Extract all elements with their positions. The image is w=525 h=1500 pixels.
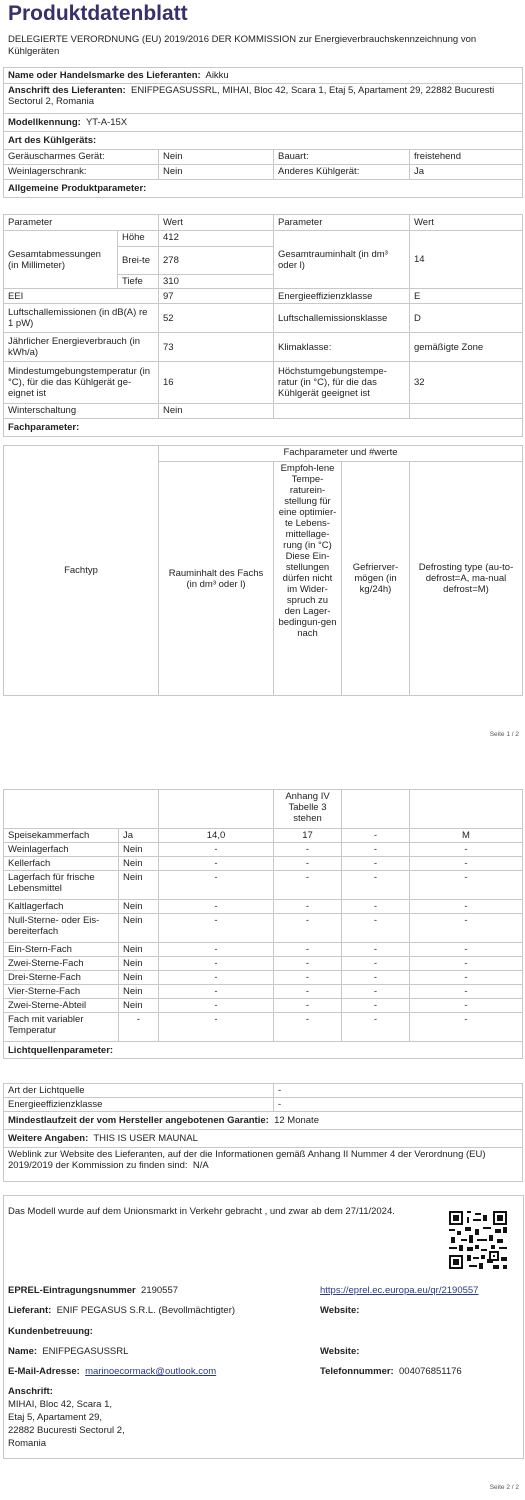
table-row [4, 943, 523, 957]
compartment-name: Vier-Sterne-Fach [4, 985, 119, 999]
compartment-value: - [342, 999, 410, 1013]
email-line: E-Mail-Adresse: marinoecormack@outlook.com [8, 1366, 217, 1377]
weblink-row: Weblink zur Website des Lieferanten, auf der die Informationen gemäß Anhang II Nummer 4 der Verordnung (EU) 2019/2019 der Kommission zu finden sind: N/A [4, 1148, 523, 1182]
supplier-name-row: Name oder Handelsmarke des Lieferanten: Aikku [4, 68, 523, 84]
compartment-name: Drei-Sterne-Fach [4, 971, 119, 985]
compartment-value: Nein [119, 871, 159, 900]
compartment-value: - [159, 985, 274, 999]
col-compartment-type: Fachtyp [4, 446, 159, 696]
service-name: Name: ENIFPEGASUSSRL [8, 1346, 129, 1357]
warranty-row: Mindestlaufzeit der vom Hersteller angebotenen Garantie: 12 Monate [4, 1112, 523, 1130]
volume-label: Gesamtrauminhalt (in dm³ oder l) [274, 231, 410, 289]
compartment-value: - [410, 999, 523, 1013]
further-info-row: Weitere Angaben: THIS IS USER MAUNAL [4, 1130, 523, 1148]
light-row: Art der Lichtquelle - [4, 1084, 523, 1098]
general-row: Mindestumgebungstemperatur (in °C), für die das Kühlgerät ge-eignet ist 16 Höchstumgebungstempe-ratur (in °C), für die das Kühlgerät geeignet ist 32 [4, 362, 523, 404]
address-line: Romania [8, 1438, 47, 1449]
customer-service-label: Kundenbetreuung: [8, 1326, 93, 1337]
compartment-value: - [274, 985, 342, 999]
supplier-address-row: Anschrift des Lieferanten: ENIFPEGASUSSRL, MIHAI, Bloc 42, Scara 1, Etaj 5, Apartament 29, 22882 Bucuresti Sectorul 2, Romania [4, 84, 523, 114]
compartment-value: - [274, 914, 342, 943]
group-header: Fachparameter und #werte [159, 446, 523, 462]
general-row: Jährlicher Energieverbrauch (in kWh/a) 73 Klimaklasse: gemäßigte Zone [4, 333, 523, 362]
compartment-value: - [274, 857, 342, 871]
compartment-value: Nein [119, 999, 159, 1013]
general-params-heading: Allgemeine Produktparameter: [4, 180, 523, 198]
compartment-value: - [274, 957, 342, 971]
light-row: Energieeffizienzklasse - [4, 1098, 523, 1112]
col-temperature-cont: Anhang IV Tabelle 3 stehen [274, 790, 342, 829]
compartment-value: - [410, 971, 523, 985]
page-title: Produktdatenblatt [8, 2, 188, 25]
compartment-value: - [274, 999, 342, 1013]
light-table [3, 1083, 523, 1182]
device-type-row: Weinlagerschrank: Nein Anderes Kühlgerät: Ja [4, 165, 523, 180]
compartment-value: Nein [119, 971, 159, 985]
compartment-value: - [159, 971, 274, 985]
compartment-value: M [410, 829, 523, 843]
compartment-heading: Fachparameter: [4, 419, 523, 437]
table-row [4, 900, 523, 914]
general-params-table: Parameter Wert Parameter Wert Gesamtabmessungen (in Millimeter) Höhe 412 Gesamtrauminhalt (in dm³ oder l) 14 Brei-te 278 Tiefe 310 EEI 97 Energieeffizienzklasse E Luftschallemissionen (in dB(A) re 1 pW) 52 Luftschallemissionsklasse D Jährlicher Energieverbrauch (in kWh/a) 73 Klimaklasse: gemäßigte Zone Mindestumgebungstemperatur (in °C), für die das Kühlgerät ge-eignet ist 16 Höchstumgebungstempe-ratur (in °C), für die das Kühlgerät geeignet ist 32 Winterschaltung Nein Fachparameter: [3, 214, 523, 437]
device-type-heading: Art des Kühlgeräts: [4, 132, 523, 150]
compartment-value: - [410, 957, 523, 971]
compartment-name: Null-Sterne- oder Eis-bereiterfach [4, 914, 119, 943]
compartment-value: Nein [119, 914, 159, 943]
eprel-number: EPREL-Eintragungsnummer 2190557 [8, 1285, 179, 1296]
compartment-value: - [274, 871, 342, 900]
compartment-value: - [274, 900, 342, 914]
table-row [4, 999, 523, 1013]
compartment-value: - [159, 900, 274, 914]
compartment-value: Ja [119, 829, 159, 843]
compartment-value: - [274, 943, 342, 957]
general-row: EEI 97 Energieeffizienzklasse E [4, 289, 523, 304]
page-2 [0, 752, 525, 1500]
compartment-value: - [410, 871, 523, 900]
compartment-value: - [342, 843, 410, 857]
website-label: Website: [320, 1305, 360, 1316]
compartment-name: Kaltlagerfach [4, 900, 119, 914]
compartment-name: Weinlagerfach [4, 843, 119, 857]
compartment-value: - [342, 985, 410, 999]
compartment-value: - [342, 829, 410, 843]
compartment-value: - [410, 914, 523, 943]
compartment-value: - [410, 900, 523, 914]
col-temperature: Empfoh-lene Tempe-raturein-stellung für eine optimier-te Lebens-mittellage-rung (in °C) Diese Ein-stellungen dürfen nicht im Wider-spruch zu den Lager-bedingun-gen nach [274, 462, 342, 696]
compartment-value: - [119, 1013, 159, 1042]
compartment-value: - [342, 943, 410, 957]
address-line: MIHAI, Bloc 42, Scara 1, [8, 1399, 113, 1410]
compartment-value: Nein [119, 957, 159, 971]
compartment-table [3, 789, 523, 1059]
compartment-value: - [159, 871, 274, 900]
table-row [4, 957, 523, 971]
compartment-value: - [159, 1013, 274, 1042]
compartment-value: - [342, 914, 410, 943]
regulation-subtitle: DELEGIERTE VERORDNUNG (EU) 2019/2016 DER KOMMISSION zur Energieverbrauchskennzeichnung von Kühlgeräten [8, 34, 477, 57]
page-number: Seite 2 / 2 [489, 1484, 519, 1491]
table-row [4, 985, 523, 999]
table-row [4, 971, 523, 985]
compartment-value: Nein [119, 985, 159, 999]
compartment-name: Ein-Stern-Fach [4, 943, 119, 957]
compartment-header-table [3, 445, 523, 696]
col-freezing: Gefrierver-mögen (in kg/24h) [342, 462, 410, 696]
page-1 [0, 0, 525, 745]
compartment-value: Nein [119, 857, 159, 871]
phone-line: Telefonnummer: 004076851176 [320, 1366, 462, 1377]
compartment-value: - [342, 900, 410, 914]
compartment-name: Zwei-Sterne-Fach [4, 957, 119, 971]
compartment-value: - [410, 985, 523, 999]
compartment-name: Speisekammerfach [4, 829, 119, 843]
page-number: Seite 1 / 2 [489, 731, 519, 738]
market-date-text: Das Modell wurde auf dem Unionsmarkt in Verkehr gebracht , und zwar ab dem 27/11/2024. [8, 1206, 395, 1217]
compartment-value: - [274, 1013, 342, 1042]
table-row [4, 857, 523, 871]
email-link[interactable]: marinoecormack@outlook.com [85, 1366, 217, 1377]
qr-code-icon [449, 1211, 507, 1269]
compartment-value: - [274, 971, 342, 985]
compartment-value: - [342, 871, 410, 900]
general-header-row: Parameter Wert Parameter Wert [4, 215, 523, 231]
compartment-value: - [274, 843, 342, 857]
compartment-value: - [159, 957, 274, 971]
compartment-value: Nein [119, 900, 159, 914]
table-row [4, 829, 523, 843]
compartment-value: - [159, 857, 274, 871]
eprel-link[interactable]: https://eprel.ec.europa.eu/qr/2190557 [320, 1285, 479, 1296]
col-defrost: Defrosting type (au-to-defrost=A, ma-nual defrost=M) [410, 462, 523, 696]
table-row [4, 871, 523, 900]
model-row: Modellkennung: YT-A-15X [4, 114, 523, 132]
compartment-value: - [159, 999, 274, 1013]
address-line: 22882 Bucuresti Sectorul 2, [8, 1425, 125, 1436]
compartment-name: Kellerfach [4, 857, 119, 871]
compartment-value: - [159, 943, 274, 957]
general-row: Luftschallemissionen (in dB(A) re 1 pW) 52 Luftschallemissionsklasse D [4, 304, 523, 333]
address-label: Anschrift: [8, 1386, 53, 1397]
compartment-name: Lagerfach für frische Lebensmittel [4, 871, 119, 900]
service-website-label: Website: [320, 1346, 360, 1357]
compartment-value: - [410, 1013, 523, 1042]
compartment-value: Nein [119, 943, 159, 957]
compartment-value: - [342, 971, 410, 985]
supplier-table [3, 67, 523, 198]
compartment-value: Nein [119, 843, 159, 857]
compartment-value: - [342, 857, 410, 871]
winter-row: Winterschaltung Nein [4, 404, 523, 419]
table-row [4, 914, 523, 943]
compartment-value: 14,0 [159, 829, 274, 843]
compartment-value: - [410, 843, 523, 857]
compartment-value: - [410, 857, 523, 871]
dimensions-label: Gesamtabmessungen (in Millimeter) [4, 231, 118, 289]
device-type-row: Geräuscharmes Gerät: Nein Bauart: freistehend [4, 150, 523, 165]
col-volume: Rauminhalt des Fachs (in dm³ oder l) [159, 462, 274, 696]
address-line: Etaj 5, Apartament 29, [8, 1412, 103, 1423]
compartment-value: - [342, 1013, 410, 1042]
supplier-line: Lieferant: ENIF PEGASUS S.R.L. (Bevollmächtigter) [8, 1305, 236, 1316]
compartment-value: - [410, 943, 523, 957]
compartment-value: 17 [274, 829, 342, 843]
compartment-value: - [159, 914, 274, 943]
volume-value: 14 [410, 231, 523, 289]
table-row [4, 1013, 523, 1042]
table-row [4, 843, 523, 857]
compartment-name: Fach mit variabler Temperatur [4, 1013, 119, 1042]
light-heading: Lichtquellenparameter: [4, 1042, 523, 1059]
compartment-name: Zwei-Sterne-Abteil [4, 999, 119, 1013]
compartment-value: - [159, 843, 274, 857]
compartment-value: - [342, 957, 410, 971]
